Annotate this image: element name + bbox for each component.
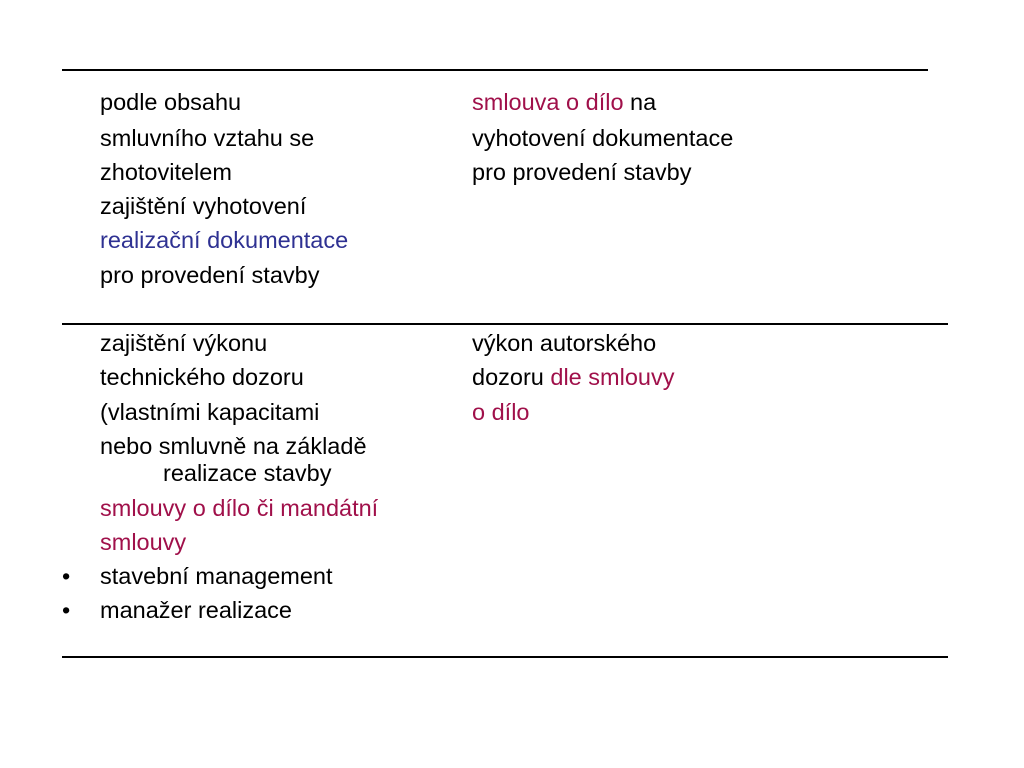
- s2-right-line-2: [472, 363, 674, 391]
- s2-left-line-1: zajištění výkonu: [100, 330, 268, 356]
- s2-left-line-3: (vlastními kapacitami: [100, 399, 320, 425]
- s2-left-line-4: nebo smluvně na základě: [100, 433, 367, 459]
- bullet-marker: •: [62, 563, 71, 589]
- s1-left-line-4: zajištění vyhotovení: [100, 193, 307, 219]
- bullet-item-1: stavební management: [100, 563, 333, 589]
- s1-right-line-1: [472, 88, 656, 116]
- middle-rule: [62, 323, 948, 325]
- s1-left-line-2: smluvního vztahu se: [100, 125, 315, 151]
- s2-left-line-2: technického dozoru: [100, 364, 304, 390]
- top-rule: [62, 69, 928, 71]
- s1-left-line-1: podle obsahu: [100, 89, 242, 115]
- s1-right-line-2: vyhotovení dokumentace: [472, 125, 734, 151]
- s2-right-line-1: výkon autorského: [472, 330, 657, 356]
- s2-right-line-2-highlight: dle smlouvy: [550, 364, 675, 390]
- s2-right-line-3-highlight: o dílo: [472, 399, 530, 425]
- s1-right-line-1-highlight: smlouva o dílo: [472, 89, 624, 115]
- s1-right-line-1-rest: na: [623, 89, 657, 115]
- s1-left-line-5-highlight: realizační dokumentace: [100, 227, 349, 253]
- s1-left-line-6: pro provedení stavby: [100, 262, 320, 288]
- s2-left-line-7-highlight: smlouvy: [100, 529, 187, 555]
- s2-left-line-5: realizace stavby: [163, 460, 332, 486]
- bullet-marker: •: [62, 597, 71, 623]
- s2-left-line-6-highlight: smlouvy o dílo či mandátní: [100, 495, 379, 521]
- s1-right-line-3: pro provedení stavby: [472, 159, 692, 185]
- s1-left-line-3: zhotovitelem: [100, 159, 232, 185]
- bottom-rule: [62, 656, 948, 658]
- s2-right-line-2-start: dozoru: [472, 364, 551, 390]
- bullet-item-2: manažer realizace: [100, 597, 293, 623]
